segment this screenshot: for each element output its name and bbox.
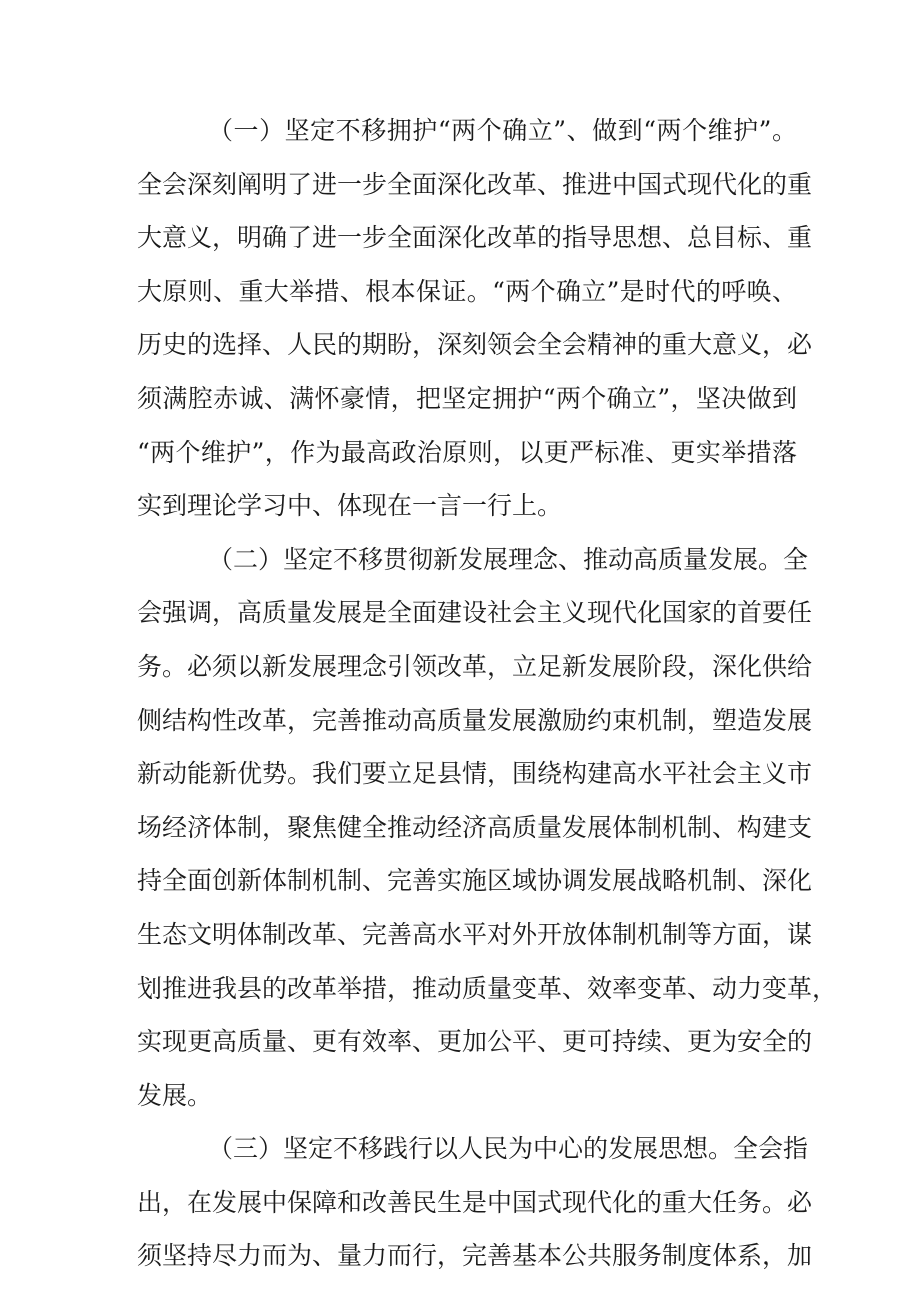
document-body	[137, 104, 838, 1283]
text-line: “两个维护”，作为最高政治原则，以更严标准、更实举措落	[137, 437, 797, 467]
paragraph-three	[137, 1122, 813, 1283]
text-line: 新动能新优势。我们要立足县情，围绕构建高水平社会主义市	[137, 759, 813, 789]
text-line: （一）坚定不移拥护“两个确立”、做到“两个维护”。	[208, 116, 797, 145]
text-line: 实现更高质量、更有效率、更加公平、更可持续、更为安全的	[137, 1027, 813, 1057]
text-line: 全会深刻阐明了进一步全面深化改革、推进中国式现代化的重	[137, 169, 813, 199]
text-line: 历史的选择、人民的期盼，深刻领会全会精神的重大意义，必	[137, 330, 813, 360]
text-line: （二）坚定不移贯彻新发展理念、推动高质量发展。全	[208, 544, 809, 574]
text-line: 出，在发展中保障和改善民生是中国式现代化的重大任务。必	[137, 1187, 813, 1217]
text-line: （三）坚定不移践行以人民为中心的发展思想。全会指	[208, 1134, 809, 1164]
paragraph-one	[137, 104, 813, 533]
text-line: 发展。	[137, 1080, 213, 1110]
text-line: 务。必须以新发展理念引领改革，立足新发展阶段，深化供给	[137, 651, 813, 681]
text-line: 生态文明体制改革、完善高水平对外开放体制机制等方面，谋	[137, 919, 813, 949]
text-line: 实到理论学习中、体现在一言一行上。	[137, 491, 563, 521]
text-line: 大原则、重大举措、根本保证。“两个确立”是时代的呼唤、	[137, 276, 797, 306]
text-line: 须满腔赤诚、满怀豪情，把坚定拥护“两个确立”，坚决做到	[137, 383, 797, 413]
text-line: 侧结构性改革，完善推动高质量发展激励约束机制，塑造发展	[137, 705, 813, 735]
text-line: 大意义，明确了进一步全面深化改革的指导思想、总目标、重	[137, 223, 813, 253]
text-line: 持全面创新体制机制、完善实施区域协调发展战略机制、深化	[137, 866, 813, 896]
text-line: 场经济体制，聚焦健全推动经济高质量发展体制机制、构建支	[137, 812, 813, 842]
paragraph-two	[137, 533, 838, 1123]
text-line: 会强调，高质量发展是全面建设社会主义现代化国家的首要任	[137, 598, 813, 628]
text-line: 须坚持尽力而为、量力而行，完善基本公共服务制度体系，加	[137, 1241, 813, 1271]
text-line: 划推进我县的改革举措，推动质量变革、效率变革、动力变革，	[137, 973, 838, 1003]
